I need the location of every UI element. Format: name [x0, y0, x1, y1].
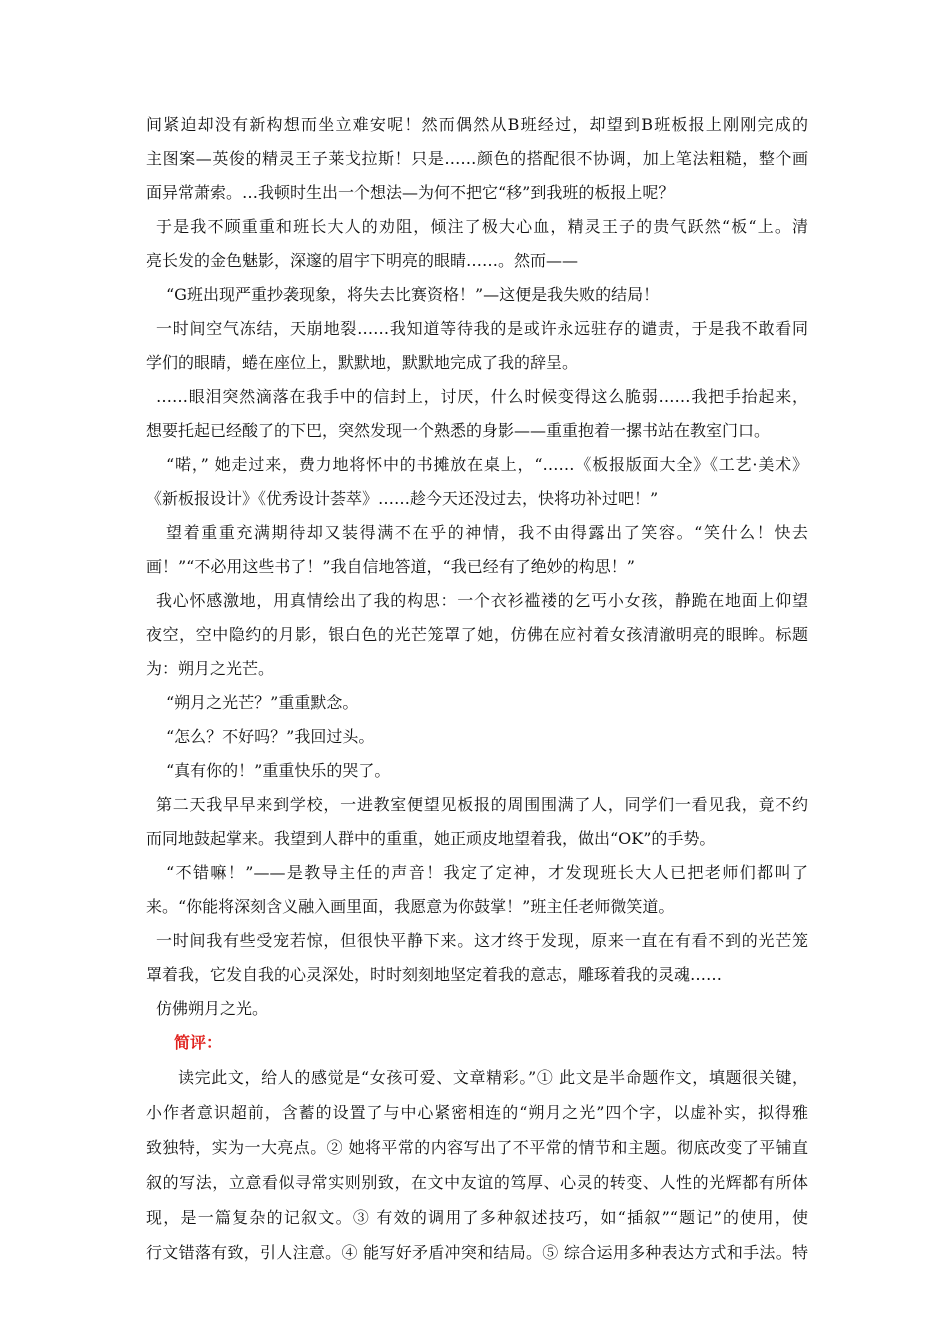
story-paragraph	[146, 380, 808, 448]
story-line: 望着重重充满期待却又装得满不在乎的神情，我不由得露出了笑容。“笑什么！快去	[166, 523, 808, 542]
review-heading: 简评：	[174, 1033, 223, 1052]
story-line: 来。“你能将深刻含义融入画里面，我愿意为你鼓掌！”班主任老师微笑道。	[146, 897, 675, 916]
story-line: 学们的眼睛，蜷在座位上，默默地，默默地完成了我的辞呈。	[146, 353, 579, 372]
story-paragraph	[146, 720, 808, 754]
story-paragraph	[146, 312, 808, 380]
story-paragraph	[146, 584, 808, 686]
review-line: 小作者意识超前，含蓄的设置了与中心紧密相连的“朔月之光”四个字，以虚补实，拟得雅	[146, 1103, 808, 1122]
story-line: 仿佛朔月之光。	[156, 999, 269, 1018]
story-line: 一时间空气冻结，天崩地裂……我知道等待我的是或许永远驻存的谴责，于是我不敢看同	[156, 319, 808, 338]
story-paragraph	[146, 210, 808, 278]
story-line: 为：朔月之光芒。	[146, 659, 275, 678]
review-line: 现，是一篇复杂的记叙文。③ 有效的调用了多种叙述技巧，如“插叙”“题记”的使用，使	[146, 1208, 808, 1227]
story-paragraph	[146, 992, 808, 1026]
story-line: “朔月之光芒？”重重默念。	[166, 693, 359, 712]
story-line: 想要托起已经酸了的下巴，突然发现一个熟悉的身影——重重抱着一摞书站在教室门口。	[146, 421, 771, 440]
story-paragraph	[146, 788, 808, 856]
review-body	[146, 1060, 808, 1270]
story-paragraph	[146, 856, 808, 924]
story-paragraph	[146, 924, 808, 992]
story-paragraph	[146, 448, 808, 516]
story-paragraph	[146, 754, 808, 788]
review-line: 行文错落有致，引人注意。④ 能写好矛盾冲突和结局。⑤ 综合运用多种表达方式和手法。特	[146, 1243, 808, 1262]
story-paragraph	[146, 108, 808, 210]
story-line: 第二天我早早来到学校，一进教室便望见板报的周围围满了人，同学们一看见我，竟不约	[156, 795, 808, 814]
story-line: 《新板报设计》《优秀设计荟萃》……趁今天还没过去，快将功补过吧！”	[146, 489, 659, 508]
story-line: 画！”“不必用这些书了！”我自信地答道，“我已经有了绝妙的构思！”	[146, 557, 635, 576]
story-line: 夜空，空中隐约的月影，银白色的光芒笼罩了她，仿佛在应衬着女孩清澈明亮的眼眸。标题	[146, 625, 808, 644]
story-line: “喏，” 她走过来，费力地将怀中的书摊放在桌上，“……《板报版面大全》《工艺·美术》	[166, 455, 808, 474]
story-paragraph	[146, 516, 808, 584]
story-line: 于是我不顾重重和班长大人的劝阻，倾注了极大心血，精灵王子的贵气跃然“板“上。清	[156, 217, 808, 236]
story-line: 主图案—英俊的精灵王子莱戈拉斯！只是……颜色的搭配很不协调，加上笔法粗糙，整个画	[146, 149, 808, 168]
story-line: “不错嘛！”——是教导主任的声音！我定了定神，才发现班长大人已把老师们都叫了	[166, 863, 808, 882]
story-line: ……眼泪突然滴落在我手中的信封上，讨厌，什么时候变得这么脆弱……我把手抬起来，	[156, 387, 808, 406]
story-line: “怎么？不好吗？”我回过头。	[166, 727, 375, 746]
document-page	[146, 108, 808, 1270]
story-line: 亮长发的金色魅影，深邃的眉宇下明亮的眼睛……。然而——	[146, 251, 579, 270]
story-body	[146, 108, 808, 1026]
story-paragraph	[146, 278, 808, 312]
review-line: 叙的写法，立意看似寻常实则别致，在文中友谊的笃厚、心灵的转变、人性的光辉都有所体	[146, 1173, 808, 1192]
review-line: 读完此文，给人的感觉是“女孩可爱、文章精彩。”① 此文是半命题作文，填题很关键，	[178, 1068, 808, 1087]
story-line: 罩着我，它发自我的心灵深处，时时刻刻地坚定着我的意志，雕琢着我的灵魂……	[146, 965, 723, 984]
story-line: 而同地鼓起掌来。我望到人群中的重重，她正顽皮地望着我，做出“OK”的手势。	[146, 829, 716, 848]
story-line: 面异常萧索。…我顿时生出一个想法—为何不把它“移”到我班的板报上呢？	[146, 183, 675, 202]
story-line: 间紧迫却没有新构想而坐立难安呢！然而偶然从B班经过，却望到B班板报上刚刚完成的	[146, 115, 808, 134]
story-line: “G班出现严重抄袭现象，将失去比赛资格！”—这便是我失败的结局！	[166, 285, 660, 304]
story-paragraph	[146, 686, 808, 720]
story-line: 我心怀感激地，用真情绘出了我的构思：一个衣衫褴褛的乞丐小女孩，静跪在地面上仰望	[156, 591, 808, 610]
review-line: 致独特，实为一大亮点。② 她将平常的内容写出了不平常的情节和主题。彻底改变了平铺直	[146, 1138, 808, 1157]
story-line: “真有你的！”重重快乐的哭了。	[166, 761, 391, 780]
story-line: 一时间我有些受宠若惊，但很快平静下来。这才终于发现，原来一直在有看不到的光芒笼	[156, 931, 808, 950]
